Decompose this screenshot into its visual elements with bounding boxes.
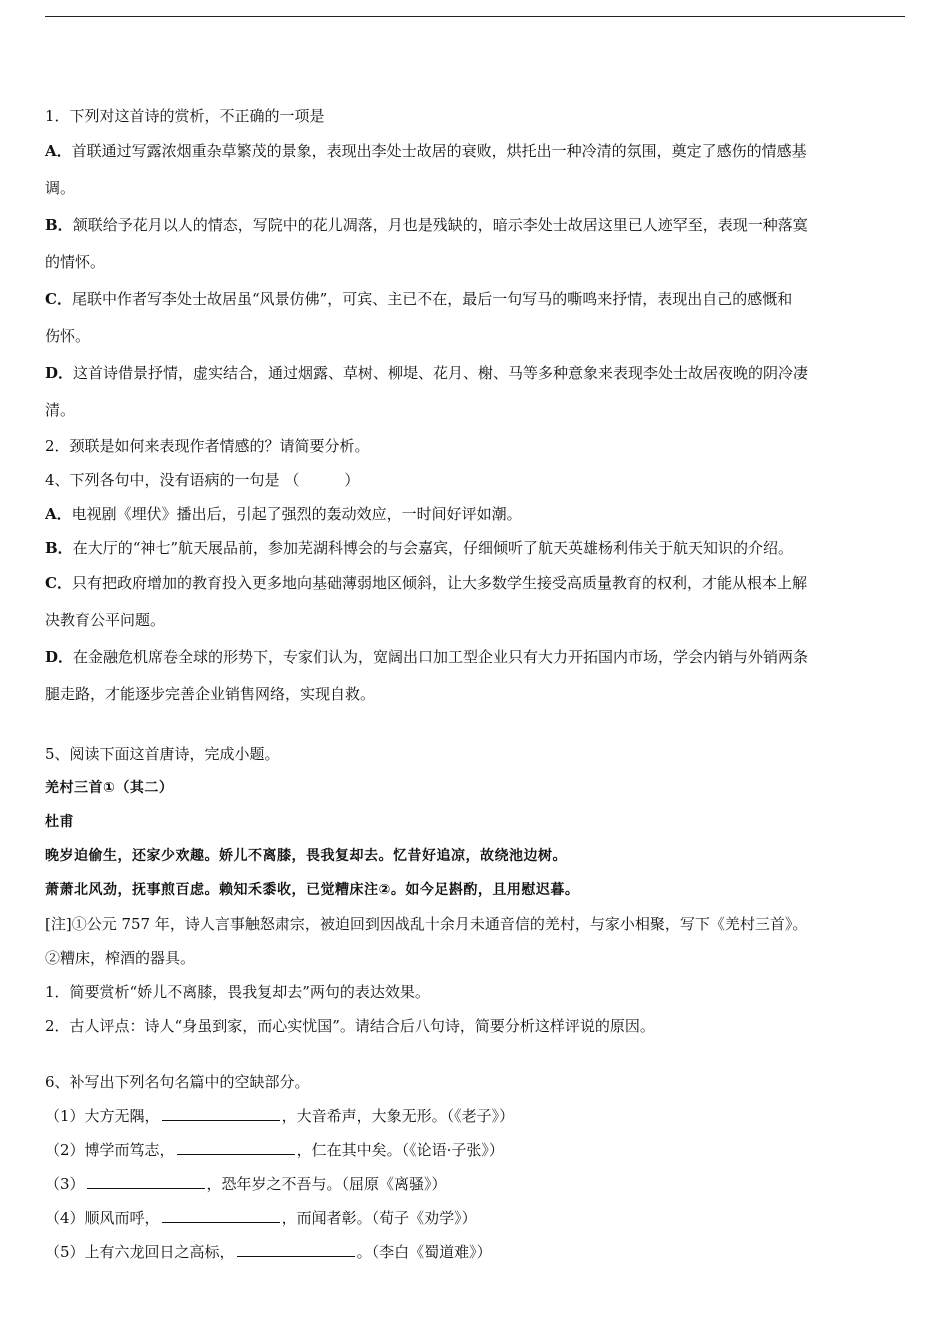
spacer (45, 713, 905, 737)
answer-blank[interactable] (162, 1106, 280, 1121)
q1-option-d: D．这首诗借景抒情，虚实结合，通过烟露、草树、柳堤、花月、榭、马等多种意象来表现李处士故居夜晚的阴冷凄 清。 (45, 364, 809, 419)
poem-title: 羌村三首①（其二） (45, 780, 174, 796)
poem-line: 萧萧北风劲，抚事煎百虑。赖知禾黍收，已觉糟床注②。如今足斟酌，且用慰迟暮。 (45, 882, 580, 898)
q6-stem: 6、补写出下列名句名篇中的空缺部分。 (45, 1073, 310, 1091)
q4-option-b: B．在大厅的“神七”航天展品前，参加芜湖科博会的与会嘉宾，仔细倾听了航天英雄杨利伟关于航天知识的介绍。 (45, 539, 794, 557)
q4-option-d: D．在金融危机席卷全球的形势下，专家们认为，宽阔出口加工型企业只有大力开拓国内市场，学会内销与外销两条 腿走路，才能逐步完善企业销售网络，实现自救。 (45, 648, 809, 703)
q1-stem: 1．下列对这首诗的赏析，不正确的一项是 (45, 107, 325, 125)
q1-option-c: C．尾联中作者写李处士故居虽“风景仿佛”，可宾、主已不在，最后一句写马的嘶鸣来抒情，表现出自己的感慨和 伤怀。 (45, 290, 793, 345)
q5-stem: 5、阅读下面这首唐诗，完成小题。 (45, 745, 280, 763)
q6-item-2: （2）博学而笃志， ，仁在其中矣。（《论语·子张》） (45, 1141, 504, 1159)
q2-stem: 2．颈联是如何来表现作者情感的？请简要分析。 (45, 437, 370, 455)
q6-item-4: （4）顺风而呼， ，而闻者彰。（荀子《劝学》） (45, 1209, 477, 1227)
answer-blank[interactable] (87, 1174, 205, 1189)
q5-sub-2: 2．古人评点：诗人“身虽到家，而心实忧国”。请结合后八句诗，简要分析这样评说的原因。 (45, 1017, 655, 1035)
q4-option-a: A．电视剧《埋伏》播出后，引起了强烈的轰动效应，一时间好评如潮。 (45, 505, 522, 523)
q5-sub-1: 1．简要赏析“娇儿不离膝，畏我复却去”两句的表达效果。 (45, 983, 430, 1001)
answer-blank[interactable] (162, 1208, 280, 1223)
q4-option-c: C．只有把政府增加的教育投入更多地向基础薄弱地区倾斜，让大多数学生接受高质量教育的权利，才能从根本上解 决教育公平问题。 (45, 574, 807, 629)
spacer (45, 1043, 905, 1065)
q1-option-a: A．首联通过写露浓烟重杂草繁茂的景象，表现出李处士故居的衰败，烘托出一种冷清的氛围，奠定了感伤的情感基 调。 (45, 142, 807, 197)
answer-blank[interactable] (177, 1140, 295, 1155)
answer-blank[interactable] (237, 1242, 355, 1257)
q6-item-5: （5）上有六龙回日之高标， 。（李白《蜀道难》） (45, 1243, 492, 1261)
poem-note-2: ②糟床，榨酒的器具。 (45, 949, 196, 967)
q1-option-b: B．颔联给予花月以人的情态，写院中的花儿凋落，月也是残缺的，暗示李处士故居这里已人迹罕至，表现一种落寞 的情怀。 (45, 216, 808, 271)
header-rule (45, 16, 905, 17)
poem-note-1: [注]①公元 757 年，诗人言事触怒肃宗，被迫回到因战乱十余月未通音信的羌村，与家小相聚，写下《羌村三首》。 (45, 915, 808, 933)
q6-item-3: （3） ，恐年岁之不吾与。（屈原《离骚》） (45, 1175, 447, 1193)
poem-line: 晚岁迫偷生，还家少欢趣。娇儿不离膝，畏我复却去。忆昔好追凉，故绕池边树。 (45, 848, 567, 864)
document-body (45, 99, 905, 1269)
q6-item-1: （1）大方无隅， ，大音希声，大象无形。（《老子》） (45, 1107, 515, 1125)
poem-author: 杜甫 (45, 814, 74, 830)
q4-stem: 4、下列各句中，没有语病的一句是 （ ） (45, 471, 360, 489)
